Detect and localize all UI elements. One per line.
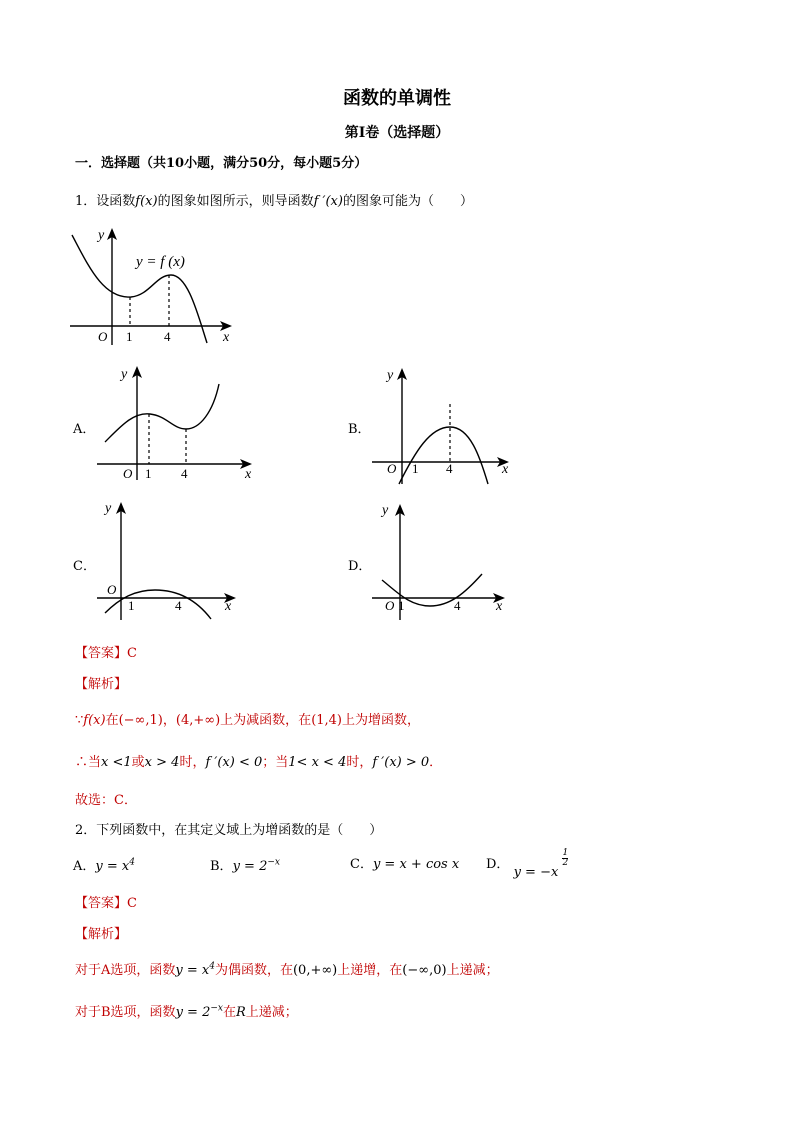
y-axis-label: y <box>105 501 112 516</box>
q1-option-d-graph <box>370 498 515 623</box>
q1-option-c-graph <box>95 498 245 623</box>
q2-option-d: D． y = −x $\frac{1}{2}$ <box>486 848 569 880</box>
q1-analysis-line1: ∵f(x)在(−∞,1)，(4,+∞)上为减函数，在(1,4)上为增函数， <box>75 713 421 728</box>
q2-option-a: A．$y = x^4$ <box>73 857 135 874</box>
q1-option-a-label: A． <box>73 422 96 437</box>
q1-option-c-label: C． <box>73 559 96 574</box>
y-axis-label: y <box>98 228 105 243</box>
origin-label: O <box>123 466 133 481</box>
q2-answer: 【答案】C <box>75 896 137 911</box>
q1-choice: 故选：C． <box>75 793 137 808</box>
y-axis-label: y <box>121 367 128 382</box>
section-heading: 一．选择题（共10小题，满分50分，每小题5分） <box>75 156 368 171</box>
curve-label: y = f (x) <box>136 254 185 270</box>
q2-analysis-line-b: 对于B选项，函数$y = 2^{-x}$在R上递减； <box>75 1003 298 1020</box>
q1-main-graph <box>68 225 238 350</box>
tick-1: 1 <box>145 466 152 481</box>
exp-denominator: 2 <box>562 858 569 868</box>
q1-stem: 1．设函数f(x)的图象如图所示，则导函数f ′(x)的图象可能为（ ） <box>75 194 473 209</box>
origin-label: O <box>107 582 117 597</box>
tick-4: 4 <box>454 598 461 613</box>
y-axis-label: y <box>387 368 394 383</box>
q2-stem: 2．下列函数中，在其定义域上为增函数的是（ ） <box>75 823 383 838</box>
origin-label: O <box>385 598 395 613</box>
tick-4: 4 <box>446 461 453 476</box>
tick-1: 1 <box>412 461 419 476</box>
q1-option-a-graph <box>95 362 260 482</box>
exp-numerator: 1 <box>562 848 569 858</box>
q1-answer: 【答案】C <box>75 646 137 661</box>
q1-option-d-label: D． <box>348 559 372 574</box>
x-axis-label: x <box>223 330 230 345</box>
x-axis-label: x <box>502 462 509 477</box>
q1-analysis-heading: 【解析】 <box>75 677 128 692</box>
q1-option-b-label: B． <box>348 422 371 437</box>
page-title: 函数的单调性 <box>343 88 451 109</box>
tick-1: 1 <box>398 598 405 613</box>
tick-4: 4 <box>164 329 171 344</box>
tick-4: 4 <box>175 598 182 613</box>
q2-analysis-line-a: 对于A选项，函数$y = x^4$为偶函数，在(0,+∞)上递增，在(−∞,0)上递减； <box>75 961 499 978</box>
q1-analysis-line2: ∴当x <1或x > 4时，f ′(x) < 0；当1< x < 4时，f ′(x) > 0． <box>75 755 443 770</box>
tick-1: 1 <box>126 329 133 344</box>
q2-option-b: B．$y = 2^{-x}$ <box>210 857 280 874</box>
x-axis-label: x <box>496 599 503 614</box>
q1-option-b-graph <box>370 362 515 487</box>
tick-1: 1 <box>128 598 135 613</box>
q2-analysis-heading: 【解析】 <box>75 927 128 942</box>
page-subtitle: 第I卷（选择题） <box>344 125 450 141</box>
origin-label: O <box>387 461 397 476</box>
y-axis-label: y <box>382 503 389 518</box>
tick-4: 4 <box>181 466 188 481</box>
x-axis-label: x <box>225 599 232 614</box>
x-axis-label: x <box>245 467 252 482</box>
origin-label: O <box>98 329 108 344</box>
q2-option-c: C．y = x + cos x <box>350 857 460 872</box>
